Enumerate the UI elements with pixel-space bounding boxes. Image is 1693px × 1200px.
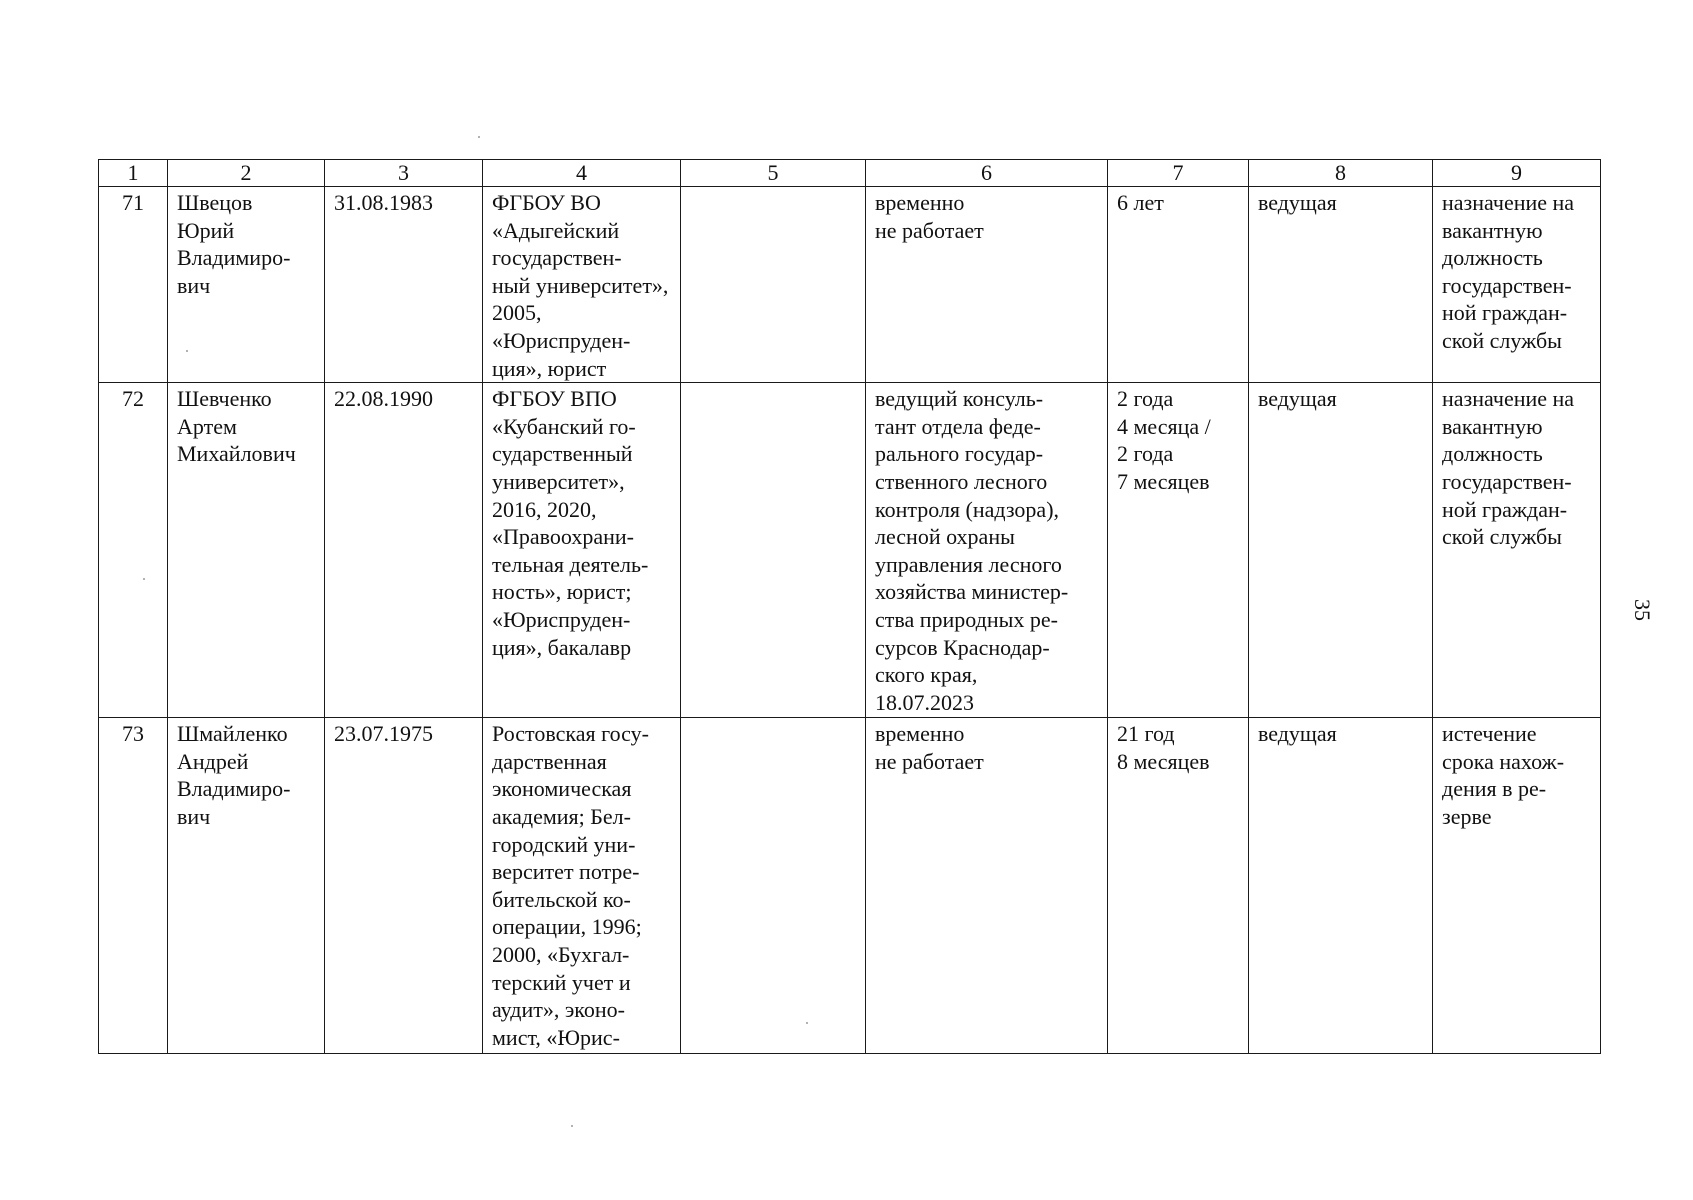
position-cell: ведущий консуль- тант отдела феде- рального государ- ственного лесного контроля (надзора), лесной охраны управления лесного хозяйства министер- ства природных ре- сурсов Краснодар- ского края, 18.07.2023	[866, 383, 1108, 718]
scan-speck	[186, 350, 188, 352]
table-row	[99, 187, 1601, 383]
birth-date-cell: 31.08.1983	[325, 187, 483, 383]
experience-cell: 6 лет	[1108, 187, 1249, 383]
education-cell: ФГБОУ ВПО «Кубанский го- сударственный университет», 2016, 2020, «Правоохрани- тельная деятель- ность», юрист; «Юриспруден- ция», бакалавр	[483, 383, 681, 718]
page-number: 35	[1630, 599, 1655, 621]
position-cell: временно не работает	[866, 718, 1108, 1054]
column-header-6: 6	[866, 160, 1108, 187]
position-group-cell: ведущая	[1249, 718, 1433, 1054]
reason-cell: истечение срока нахож- дения в ре- зерве	[1433, 718, 1601, 1054]
scan-speck	[571, 1125, 573, 1127]
table-row	[99, 383, 1601, 718]
row-number: 72	[99, 383, 168, 718]
row-number: 73	[99, 718, 168, 1054]
column-5-cell	[681, 383, 866, 718]
column-header-7: 7	[1108, 160, 1249, 187]
birth-date-cell: 23.07.1975	[325, 718, 483, 1054]
column-header-8: 8	[1249, 160, 1433, 187]
scan-speck	[478, 136, 480, 138]
experience-cell: 21 год 8 месяцев	[1108, 718, 1249, 1054]
education-cell: ФГБОУ ВО «Адыгейский государствен- ный университет», 2005, «Юриспруден- ция», юрист	[483, 187, 681, 383]
full-name-cell: Шевченко Артем Михайлович	[168, 383, 325, 718]
column-5-cell	[681, 718, 866, 1054]
scan-speck	[143, 578, 145, 580]
table-row	[99, 718, 1601, 1054]
position-group-cell: ведущая	[1249, 383, 1433, 718]
column-header-4: 4	[483, 160, 681, 187]
column-header-1: 1	[99, 160, 168, 187]
column-5-cell	[681, 187, 866, 383]
personnel-reserve-table	[98, 159, 1601, 1054]
reason-cell: назначение на вакантную должность государствен- ной граждан- ской службы	[1433, 383, 1601, 718]
experience-cell: 2 года 4 месяца / 2 года 7 месяцев	[1108, 383, 1249, 718]
education-cell: Ростовская госу- дарственная экономическая академия; Бел- городский уни- верситет потре- бительской ко- операции, 1996; 2000, «Бухгал- терский учет и аудит», эконо- мист, «Юрис-	[483, 718, 681, 1054]
position-group-cell: ведущая	[1249, 187, 1433, 383]
column-header-9: 9	[1433, 160, 1601, 187]
full-name-cell: Шмайленко Андрей Владимиро- вич	[168, 718, 325, 1054]
column-header-5: 5	[681, 160, 866, 187]
scan-speck	[806, 1022, 808, 1024]
column-header-2: 2	[168, 160, 325, 187]
row-number: 71	[99, 187, 168, 383]
full-name-cell: Швецов Юрий Владимиро- вич	[168, 187, 325, 383]
position-cell: временно не работает	[866, 187, 1108, 383]
column-number-header-row	[99, 160, 1601, 187]
column-header-3: 3	[325, 160, 483, 187]
birth-date-cell: 22.08.1990	[325, 383, 483, 718]
reason-cell: назначение на вакантную должность государствен- ной граждан- ской службы	[1433, 187, 1601, 383]
